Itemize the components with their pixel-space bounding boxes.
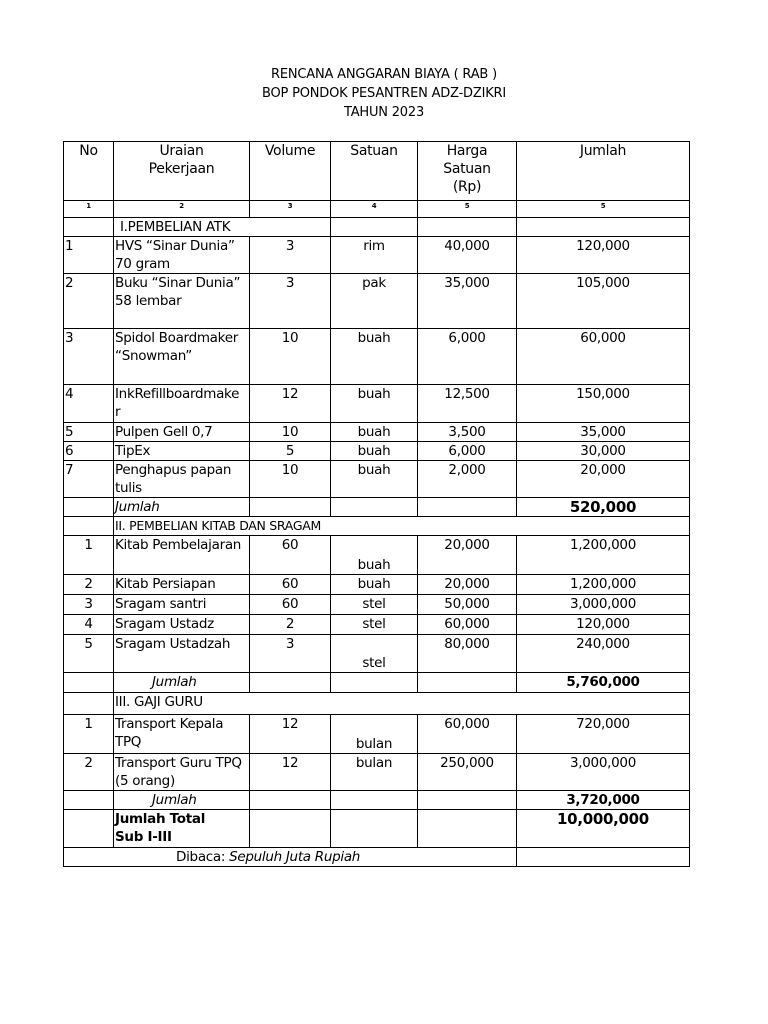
column-index: 5 xyxy=(517,201,690,218)
dibaca-label: Dibaca: xyxy=(176,849,230,865)
row-uraian: Kitab Persiapan xyxy=(114,575,250,595)
row-jumlah: 240,000 xyxy=(517,635,690,673)
column-index-row xyxy=(64,201,690,218)
row-harga: 60,000 xyxy=(418,615,517,635)
header-satuan: Satuan xyxy=(331,142,418,201)
row-volume: 12 xyxy=(250,754,331,791)
row-volume: 2 xyxy=(250,615,331,635)
row-jumlah: 120,000 xyxy=(517,615,690,635)
row-volume: 60 xyxy=(250,575,331,595)
row-volume: 3 xyxy=(250,635,331,673)
section-title: I.PEMBELIAN ATK xyxy=(114,218,331,237)
table-row xyxy=(64,754,690,791)
grand-total-row xyxy=(64,810,690,848)
row-volume: 3 xyxy=(250,274,331,329)
row-satuan: pak xyxy=(331,274,418,329)
row-no: 3 xyxy=(64,595,114,615)
row-no: 2 xyxy=(64,274,114,329)
table-row xyxy=(64,423,690,442)
subtotal-label: Jumlah xyxy=(114,791,250,810)
row-no: 4 xyxy=(64,615,114,635)
row-uraian: Kitab Pembelajaran xyxy=(114,536,250,575)
grand-total-label-line2: Sub I-III xyxy=(115,829,172,845)
column-index: 4 xyxy=(331,201,418,218)
row-volume: 10 xyxy=(250,329,331,385)
row-volume: 12 xyxy=(250,715,331,754)
section-title: II. PEMBELIAN KITAB DAN SRAGAM xyxy=(114,517,690,536)
table-row xyxy=(64,575,690,595)
table-row xyxy=(64,274,690,329)
grand-total-label-line1: Jumlah Total xyxy=(115,811,206,827)
row-uraian: Sragam Ustadz xyxy=(114,615,250,635)
table-row xyxy=(64,536,690,575)
table-row xyxy=(64,329,690,385)
row-jumlah: 1,200,000 xyxy=(517,575,690,595)
row-satuan: buah xyxy=(331,442,418,461)
row-satuan: stel xyxy=(331,635,418,673)
table-row xyxy=(64,635,690,673)
row-satuan: stel xyxy=(331,615,418,635)
row-satuan: rim xyxy=(331,237,418,274)
row-jumlah: 30,000 xyxy=(517,442,690,461)
row-volume: 10 xyxy=(250,423,331,442)
row-harga: 80,000 xyxy=(418,635,517,673)
table-row xyxy=(64,595,690,615)
dibaca-cell xyxy=(64,848,517,867)
row-uraian: Sragam santri xyxy=(114,595,250,615)
column-index: 3 xyxy=(250,201,331,218)
table-row xyxy=(64,615,690,635)
section-header-row xyxy=(64,218,690,237)
table-row xyxy=(64,715,690,754)
row-jumlah: 3,000,000 xyxy=(517,754,690,791)
row-no: 4 xyxy=(64,385,114,423)
row-uraian: TipEx xyxy=(114,442,250,461)
row-no: 7 xyxy=(64,461,114,498)
row-jumlah: 60,000 xyxy=(517,329,690,385)
column-index: 1 xyxy=(64,201,114,218)
row-harga: 20,000 xyxy=(418,536,517,575)
row-jumlah: 1,200,000 xyxy=(517,536,690,575)
header-harga-line1: Harga xyxy=(446,143,488,159)
row-uraian: Buku “Sinar Dunia” 58 lembar xyxy=(114,274,250,329)
row-uraian: Spidol Boardmaker “Snowman” xyxy=(114,329,250,385)
header-row xyxy=(64,142,690,201)
row-volume: 5 xyxy=(250,442,331,461)
section-title: III. GAJI GURU xyxy=(114,693,690,715)
header-jumlah: Jumlah xyxy=(517,142,690,201)
row-uraian: Sragam Ustadzah xyxy=(114,635,250,673)
header-volume: Volume xyxy=(250,142,331,201)
row-volume: 3 xyxy=(250,237,331,274)
row-volume: 60 xyxy=(250,536,331,575)
row-uraian: InkRefillboardmake r xyxy=(114,385,250,423)
grand-total-label xyxy=(114,810,250,848)
table-row xyxy=(64,385,690,423)
subtotal-label: Jumlah xyxy=(114,498,250,517)
subtotal-value: 3,720,000 xyxy=(517,791,690,810)
row-uraian: Transport Kepala TPQ xyxy=(114,715,250,754)
row-jumlah: 120,000 xyxy=(517,237,690,274)
row-harga: 12,500 xyxy=(418,385,517,423)
subtotal-label: Jumlah xyxy=(114,673,250,693)
row-no: 2 xyxy=(64,575,114,595)
header-harga-line3: (Rp) xyxy=(452,179,482,195)
header-uraian xyxy=(114,142,250,201)
header-no: No xyxy=(64,142,114,201)
row-satuan: stel xyxy=(331,595,418,615)
table-row xyxy=(64,237,690,274)
row-uraian: Penghapus papan tulis xyxy=(114,461,250,498)
title-line-3: TAHUN 2023 xyxy=(343,105,425,120)
row-satuan: bulan xyxy=(331,715,418,754)
table-row xyxy=(64,461,690,498)
subtotal-value: 520,000 xyxy=(517,498,690,517)
section-header-row xyxy=(64,693,690,715)
row-satuan: buah xyxy=(331,575,418,595)
row-jumlah: 720,000 xyxy=(517,715,690,754)
row-uraian: Pulpen Gell 0,7 xyxy=(114,423,250,442)
row-satuan: buah xyxy=(331,536,418,575)
row-no: 5 xyxy=(64,635,114,673)
subtotal-row xyxy=(64,673,690,693)
title-line-2: BOP PONDOK PESANTREN ADZ-DZIKRI xyxy=(261,86,506,101)
subtotal-row xyxy=(64,498,690,517)
row-harga: 6,000 xyxy=(418,442,517,461)
row-harga: 6,000 xyxy=(418,329,517,385)
table-row xyxy=(64,442,690,461)
rab-table xyxy=(63,141,690,867)
header-harga xyxy=(418,142,517,201)
row-no: 1 xyxy=(64,715,114,754)
subtotal-value: 5,760,000 xyxy=(517,673,690,693)
row-satuan: buah xyxy=(331,423,418,442)
row-harga: 2,000 xyxy=(418,461,517,498)
row-harga: 250,000 xyxy=(418,754,517,791)
row-harga: 50,000 xyxy=(418,595,517,615)
document-title xyxy=(0,65,768,122)
row-no: 5 xyxy=(64,423,114,442)
row-harga: 20,000 xyxy=(418,575,517,595)
column-index: 5 xyxy=(418,201,517,218)
row-volume: 60 xyxy=(250,595,331,615)
dibaca-value: Sepuluh Juta Rupiah xyxy=(229,849,361,865)
row-jumlah: 20,000 xyxy=(517,461,690,498)
subtotal-row xyxy=(64,791,690,810)
row-harga: 40,000 xyxy=(418,237,517,274)
row-jumlah: 3,000,000 xyxy=(517,595,690,615)
row-jumlah: 105,000 xyxy=(517,274,690,329)
row-uraian: Transport Guru TPQ (5 orang) xyxy=(114,754,250,791)
row-no: 3 xyxy=(64,329,114,385)
title-line-1: RENCANA ANGGARAN BIAYA ( RAB ) xyxy=(271,67,497,82)
row-volume: 10 xyxy=(250,461,331,498)
row-no: 6 xyxy=(64,442,114,461)
header-uraian-line2: Pekerjaan xyxy=(148,161,215,177)
row-no: 1 xyxy=(64,237,114,274)
row-no: 2 xyxy=(64,754,114,791)
row-uraian: HVS “Sinar Dunia” 70 gram xyxy=(114,237,250,274)
header-uraian-line1: Uraian xyxy=(159,143,204,159)
row-harga: 3,500 xyxy=(418,423,517,442)
row-no: 1 xyxy=(64,536,114,575)
row-jumlah: 150,000 xyxy=(517,385,690,423)
row-satuan: bulan xyxy=(331,754,418,791)
row-harga: 60,000 xyxy=(418,715,517,754)
row-jumlah: 35,000 xyxy=(517,423,690,442)
row-volume: 12 xyxy=(250,385,331,423)
row-harga: 35,000 xyxy=(418,274,517,329)
section-header-row xyxy=(64,517,690,536)
column-index: 2 xyxy=(114,201,250,218)
header-harga-line2: Satuan xyxy=(443,161,491,177)
grand-total-value: 10,000,000 xyxy=(517,810,690,848)
row-satuan: buah xyxy=(331,385,418,423)
row-satuan: buah xyxy=(331,329,418,385)
dibaca-row xyxy=(64,848,690,867)
row-satuan: buah xyxy=(331,461,418,498)
